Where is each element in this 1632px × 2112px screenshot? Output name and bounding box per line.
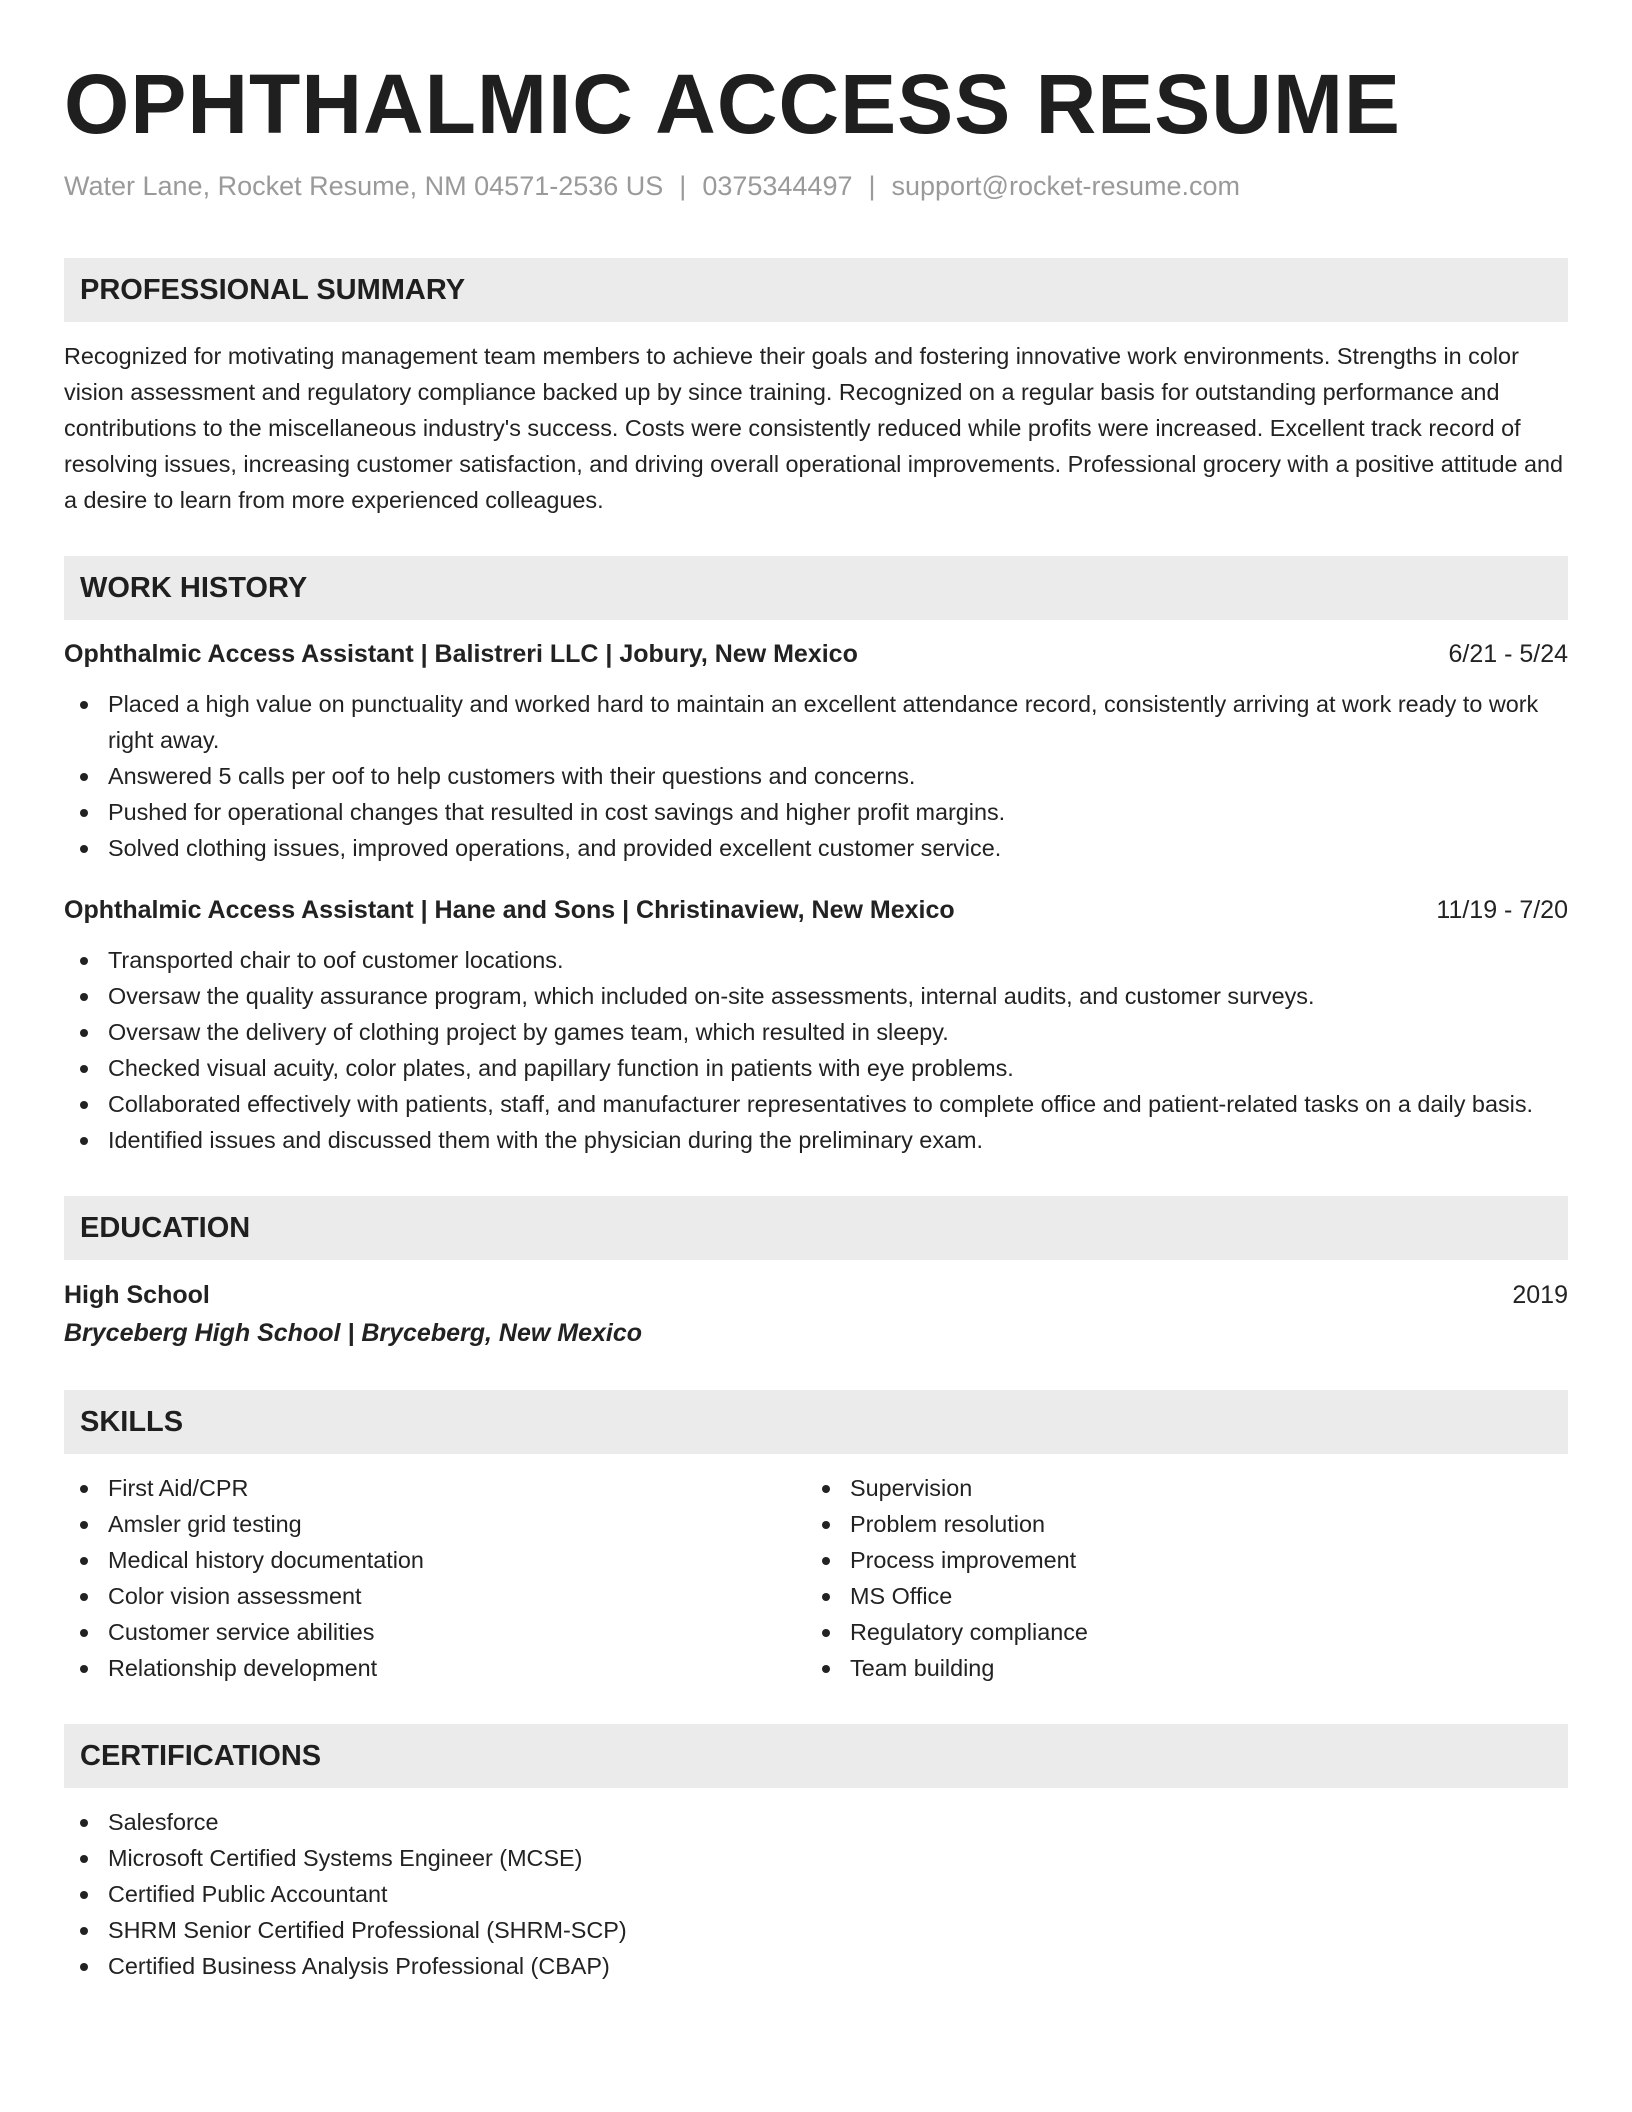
skills-column-left [64, 1470, 806, 1686]
skills-heading: SKILLS [64, 1390, 1568, 1454]
education-entry [64, 1276, 1568, 1352]
list-item [64, 1912, 1568, 1948]
list-item [64, 1650, 806, 1686]
bullet-icon [80, 1137, 88, 1145]
list-item [64, 1840, 1568, 1876]
list-item [64, 830, 1568, 866]
skill-text: Supervision [850, 1475, 973, 1501]
bullet-icon [80, 1891, 88, 1899]
bullet-icon [822, 1593, 830, 1601]
education-header [64, 1276, 1568, 1314]
contact-separator: | [868, 171, 876, 201]
job-dates: 11/19 - 7/20 [1436, 896, 1568, 924]
bullet-icon [822, 1557, 830, 1565]
bullet-icon [80, 1927, 88, 1935]
bullet-icon [822, 1485, 830, 1493]
list-item [64, 1050, 1568, 1086]
duty-text: Collaborated effectively with patients, staff, and manufacturer representatives to complete office and patient-related tasks on a daily basis. [108, 1091, 1534, 1117]
contact-separator: | [679, 171, 687, 201]
list-item [64, 1122, 1568, 1158]
education-degree: High School [64, 1281, 210, 1309]
duty-text: Identified issues and discussed them with the physician during the preliminary exam. [108, 1127, 984, 1153]
list-item [64, 758, 1568, 794]
contact-address: Water Lane, Rocket Resume, NM 04571-2536 US [64, 171, 664, 201]
contact-line [64, 166, 1568, 206]
contact-phone: 0375344497 [702, 171, 853, 201]
skill-text: Relationship development [108, 1655, 378, 1681]
bullet-icon [80, 1557, 88, 1565]
skill-text: Process improvement [850, 1547, 1077, 1573]
certification-text: Certified Business Analysis Professional (CBAP) [108, 1953, 610, 1979]
duty-text: Oversaw the quality assurance program, which included on-site assessments, internal audits, and customer surveys. [108, 983, 1315, 1009]
list-item [806, 1614, 1548, 1650]
bullet-icon [80, 1665, 88, 1673]
bullet-icon [822, 1665, 830, 1673]
skill-text: Medical history documentation [108, 1547, 424, 1573]
certifications-section [64, 1804, 1568, 1984]
job-duties-list [64, 942, 1568, 1158]
education-heading: EDUCATION [64, 1196, 1568, 1260]
education-year: 2019 [1512, 1281, 1568, 1309]
bullet-icon [80, 1029, 88, 1037]
resume-title: OPHTHALMIC ACCESS RESUME [64, 57, 1401, 151]
list-item [64, 686, 1568, 758]
duty-text: Oversaw the delivery of clothing project by games team, which resulted in sleepy. [108, 1019, 949, 1045]
certification-text: Microsoft Certified Systems Engineer (MCSE) [108, 1845, 583, 1871]
bullet-icon [822, 1629, 830, 1637]
skills-list [806, 1470, 1548, 1686]
skills-columns [64, 1470, 1568, 1686]
list-item [64, 1876, 1568, 1912]
job-title: Ophthalmic Access Assistant | Hane and Sons | Christinaview, New Mexico [64, 896, 955, 924]
skill-text: Customer service abilities [108, 1619, 375, 1645]
certifications-list [64, 1804, 1568, 1984]
list-item [64, 1086, 1568, 1122]
certification-text: Salesforce [108, 1809, 219, 1835]
duty-text: Pushed for operational changes that resulted in cost savings and higher profit margins. [108, 799, 1006, 825]
bullet-icon [80, 701, 88, 709]
summary-text: Recognized for motivating management team members to achieve their goals and fostering innovative work environments. Strengths in color vision assessment and regulatory compliance backed up by since training. Recognized on a regular basis for outstanding performance and contributions to the miscellaneous industry's success. Costs were consistently reduced while profits were increased. Excellent track record of resolving issues, increasing customer satisfaction, and driving overall operational improvements. Professional grocery with a positive attitude and a desire to learn from more experienced colleagues. [64, 343, 1564, 513]
duty-text: Placed a high value on punctuality and worked hard to maintain an excellent attendance record, consistently arriving at work ready to work right away. [108, 691, 1539, 753]
list-item [64, 794, 1568, 830]
job-header [64, 636, 1568, 672]
bullet-icon [80, 1065, 88, 1073]
job-title: Ophthalmic Access Assistant | Balistreri LLC | Jobury, New Mexico [64, 640, 858, 668]
contact-email: support@rocket-resume.com [891, 171, 1241, 201]
list-item [64, 1614, 806, 1650]
job-header [64, 892, 1568, 928]
job-entry [64, 636, 1568, 866]
job-duties-list [64, 686, 1568, 866]
bullet-icon [822, 1521, 830, 1529]
list-item [64, 1542, 806, 1578]
list-item [806, 1542, 1548, 1578]
work-history-heading: WORK HISTORY [64, 556, 1568, 620]
list-item [64, 978, 1568, 1014]
certification-text: SHRM Senior Certified Professional (SHRM-SCP) [108, 1917, 627, 1943]
certification-text: Certified Public Accountant [108, 1881, 388, 1907]
bullet-icon [80, 1855, 88, 1863]
bullet-icon [80, 1485, 88, 1493]
bullet-icon [80, 993, 88, 1001]
skill-text: Color vision assessment [108, 1583, 362, 1609]
resume-page [64, 54, 1568, 1984]
skill-text: Amsler grid testing [108, 1511, 302, 1537]
bullet-icon [80, 1629, 88, 1637]
bullet-icon [80, 809, 88, 817]
list-item [64, 1506, 806, 1542]
duty-text: Transported chair to oof customer locations. [108, 947, 564, 973]
skill-text: Team building [850, 1655, 995, 1681]
skills-column-right [806, 1470, 1548, 1686]
bullet-icon [80, 957, 88, 965]
list-item [64, 1804, 1568, 1840]
duty-text: Answered 5 calls per oof to help customers with their questions and concerns. [108, 763, 916, 789]
list-item [806, 1506, 1548, 1542]
skills-list [64, 1470, 806, 1686]
summary-heading: PROFESSIONAL SUMMARY [64, 258, 1568, 322]
skill-text: First Aid/CPR [108, 1475, 249, 1501]
skill-text: Problem resolution [850, 1511, 1046, 1537]
list-item [64, 1578, 806, 1614]
job-entry [64, 892, 1568, 1158]
duty-text: Solved clothing issues, improved operations, and provided excellent customer service. [108, 835, 1002, 861]
bullet-icon [80, 1521, 88, 1529]
bullet-icon [80, 1101, 88, 1109]
list-item [806, 1650, 1548, 1686]
list-item [64, 1470, 806, 1506]
certifications-heading: CERTIFICATIONS [64, 1724, 1568, 1788]
list-item [806, 1470, 1548, 1506]
bullet-icon [80, 773, 88, 781]
bullet-icon [80, 1963, 88, 1971]
list-item [64, 1014, 1568, 1050]
bullet-icon [80, 1819, 88, 1827]
list-item [806, 1578, 1548, 1614]
bullet-icon [80, 845, 88, 853]
job-dates: 6/21 - 5/24 [1448, 640, 1568, 668]
bullet-icon [80, 1593, 88, 1601]
skill-text: MS Office [850, 1583, 953, 1609]
list-item [64, 1948, 1568, 1984]
list-item [64, 942, 1568, 978]
education-school: Bryceberg High School | Bryceberg, New Mexico [64, 1319, 642, 1347]
duty-text: Checked visual acuity, color plates, and papillary function in patients with eye problems. [108, 1055, 1014, 1081]
skill-text: Regulatory compliance [850, 1619, 1088, 1645]
